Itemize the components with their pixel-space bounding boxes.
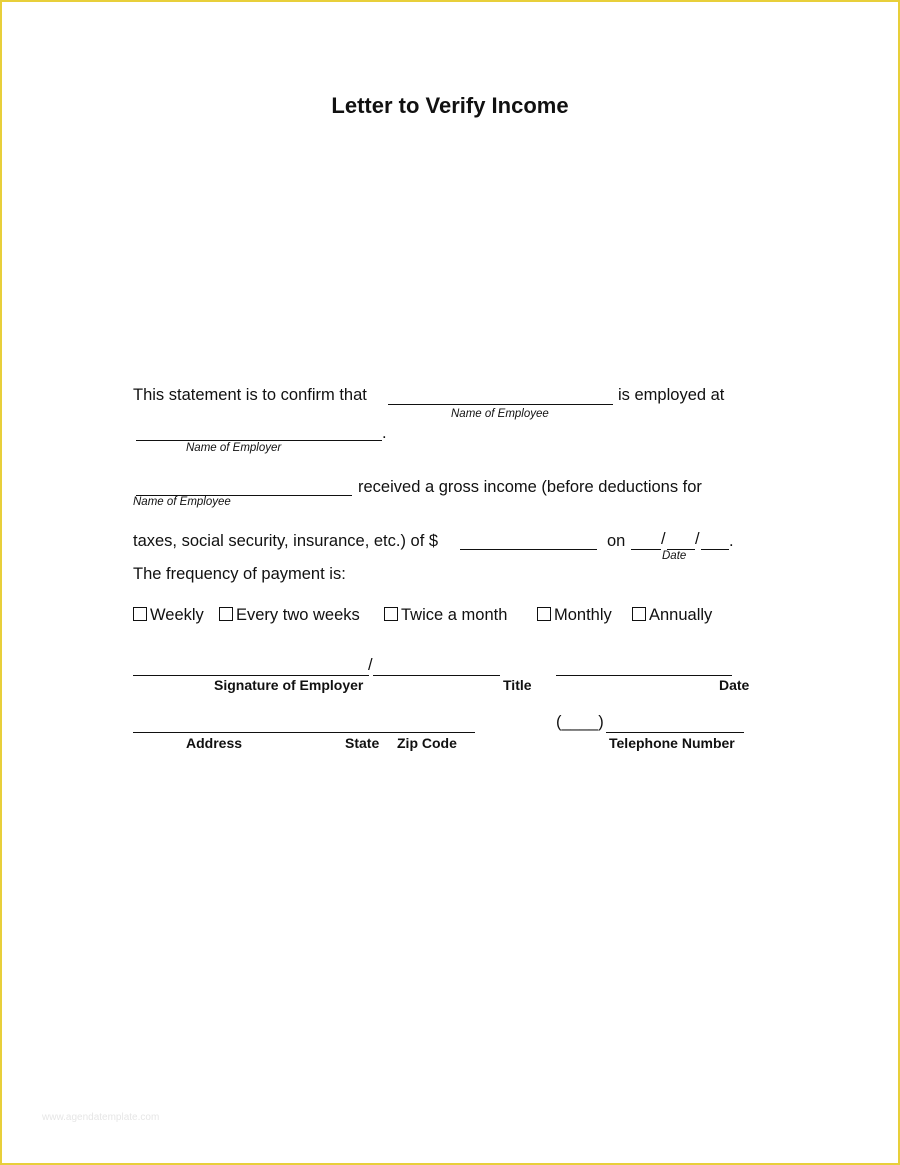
date-month-line[interactable] <box>631 549 661 550</box>
phone-area-code[interactable]: (____) <box>556 713 604 731</box>
date-year-line[interactable] <box>701 549 729 550</box>
zip-code-label: Zip Code <box>397 735 457 751</box>
frequency-option-annually[interactable]: Annually <box>632 606 712 625</box>
on-text: on <box>607 532 626 550</box>
checkbox-icon[interactable] <box>632 607 646 621</box>
telephone-label: Telephone Number <box>609 735 735 751</box>
frequency-option-twice-a-month[interactable]: Twice a month <box>384 606 507 625</box>
signature-label: Signature of Employer <box>214 677 364 693</box>
title-line[interactable] <box>373 675 500 676</box>
employee-name-line[interactable] <box>388 404 613 405</box>
checkbox-icon[interactable] <box>537 607 551 621</box>
document-title: Letter to Verify Income <box>331 93 569 118</box>
address-label: Address <box>186 735 243 751</box>
frequency-label: The frequency of payment is: <box>133 565 346 583</box>
frequency-option-every-two-weeks[interactable]: Every two weeks <box>219 606 360 625</box>
deductions-text: taxes, social security, insurance, etc.) of $ <box>133 532 439 550</box>
date-caption: Date <box>662 550 687 562</box>
gross-income-text: received a gross income (before deductions for <box>358 478 702 496</box>
employee-name-caption-2: Name of Employee <box>133 496 231 508</box>
checkbox-icon[interactable] <box>384 607 398 621</box>
confirm-lead-text: This statement is to confirm that <box>133 386 367 404</box>
title-label: Title <box>503 677 532 693</box>
date-label: Date <box>719 677 750 693</box>
employed-at-text: is employed at <box>618 386 725 404</box>
employee-name-caption: Name of Employee <box>451 408 549 420</box>
employer-name-line[interactable] <box>136 440 382 441</box>
employer-name-caption: Name of Employer <box>186 442 282 454</box>
address-line[interactable] <box>133 732 475 733</box>
frequency-option-monthly[interactable]: Monthly <box>537 606 612 625</box>
phone-line[interactable] <box>606 732 744 733</box>
signature-slash: / <box>368 656 373 674</box>
checkbox-icon[interactable] <box>219 607 233 621</box>
employer-period: . <box>382 424 387 442</box>
amount-line[interactable] <box>460 549 597 550</box>
frequency-option-weekly[interactable]: Weekly <box>133 606 204 625</box>
date-slash-1: / <box>661 530 666 548</box>
signature-line[interactable] <box>133 675 369 676</box>
date-period: . <box>729 532 734 550</box>
date-slash-2: / <box>695 530 700 548</box>
state-label: State <box>345 735 380 751</box>
checkbox-icon[interactable] <box>133 607 147 621</box>
watermark: www.agendatemplate.com <box>42 1112 160 1123</box>
date-line[interactable] <box>556 675 732 676</box>
